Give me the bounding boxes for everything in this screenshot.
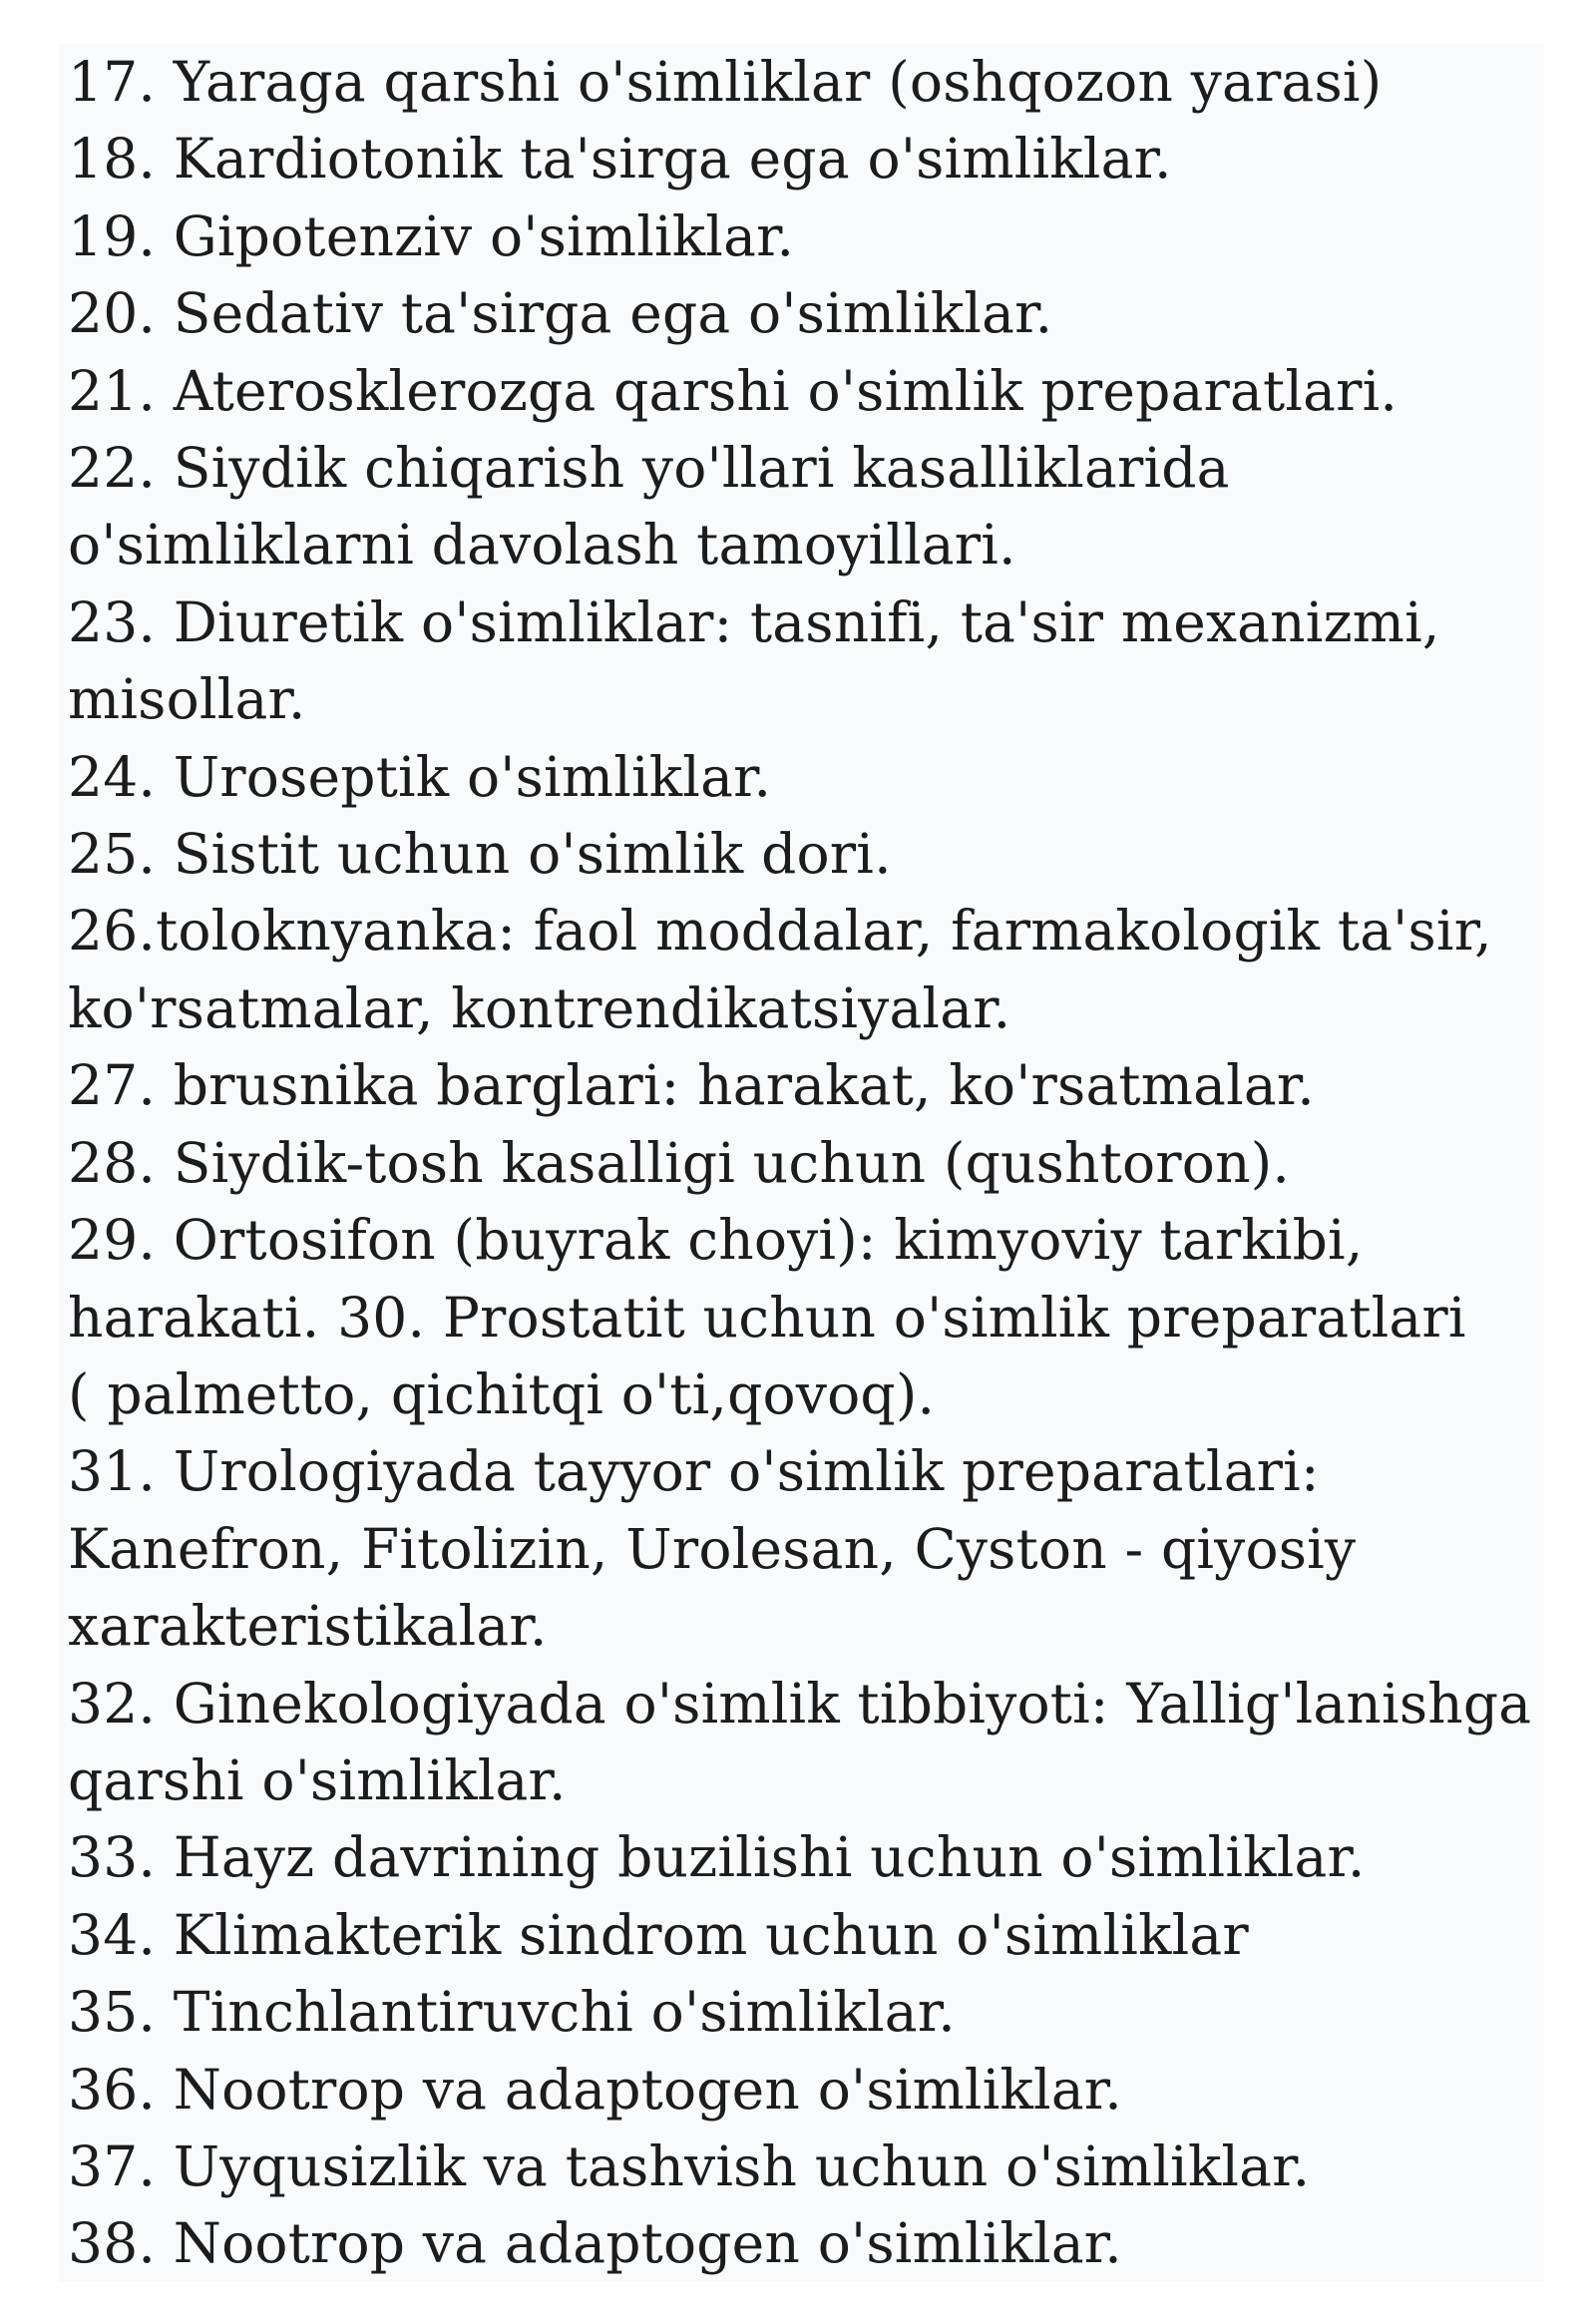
list-line: 27. brusnika barglari: harakat, ko'rsatmalar. [68,1053,1315,1118]
list-line: 29. Ortosifon (buyrak choyi): kimyoviy tarkibi, [68,1208,1364,1273]
list-line: ko'rsatmalar, kontrendikatsiyalar. [68,975,1011,1040]
list-line: 22. Siydik chiqarish yo'llari kasalliklarida [68,436,1230,501]
list-line: 19. Gipotenziv o'simliklar. [68,203,795,268]
list-line: harakati. 30. Prostatit uchun o'simlik preparatlari [68,1285,1466,1350]
list-line: Kanefron, Fitolizin, Urolesan, Cyston - qiyosiy [68,1516,1357,1581]
list-line: 21. Aterosklerozga qarshi o'simlik preparatlari. [68,358,1398,423]
list-line: qarshi o'simliklar. [68,1747,567,1812]
list-line: 38. Nootrop va adaptogen o'simliklar. [68,2211,1122,2276]
list-line: 26.toloknyanka: faol moddalar, farmakologik ta'sir, [68,899,1492,964]
list-line: 32. Ginekologiyada o'simlik tibbiyoti: Yallig'lanishga [68,1671,1532,1736]
list-line: o'simliklarni davolash tamoyillari. [68,513,1016,578]
list-line: 37. Uyqusizlik va tashvish uchun o'simliklar. [68,2133,1311,2198]
list-line: 18. Kardiotonik ta'sirga ega o'simliklar. [68,127,1172,192]
list-line: 24. Uroseptik o'simliklar. [68,744,772,809]
list-line: 33. Hayz davrining buzilishi uchun o'simliklar. [68,1825,1366,1890]
list-line: misollar. [68,667,306,732]
list-line: xarakteristikalar. [68,1594,548,1659]
document-page [58,44,1544,2282]
list-line: 34. Klimakterik sindrom uchun o'simliklar [68,1902,1249,1967]
list-line: 28. Siydik-tosh kasalligi uchun (qushtoron). [68,1130,1291,1195]
topic-list [68,44,1544,2283]
list-line: 25. Sistit uchun o'simlik dori. [68,822,892,887]
list-line: ( palmetto, qichitqi o'ti,qovoq). [68,1361,936,1426]
list-line: 31. Urologiyada tayyor o'simlik preparatlari: [68,1439,1320,1504]
list-line: 23. Diuretik o'simliklar: tasnifi, ta'sir mexanizmi, [68,589,1440,654]
list-line: 36. Nootrop va adaptogen o'simliklar. [68,2057,1122,2122]
list-line: 35. Tinchlantiruvchi o'simliklar. [68,1980,956,2045]
list-line: 20. Sedativ ta'sirga ega o'simliklar. [68,281,1053,346]
list-line: 17. Yaraga qarshi o'simliklar (oshqozon yarasi) [68,50,1383,114]
